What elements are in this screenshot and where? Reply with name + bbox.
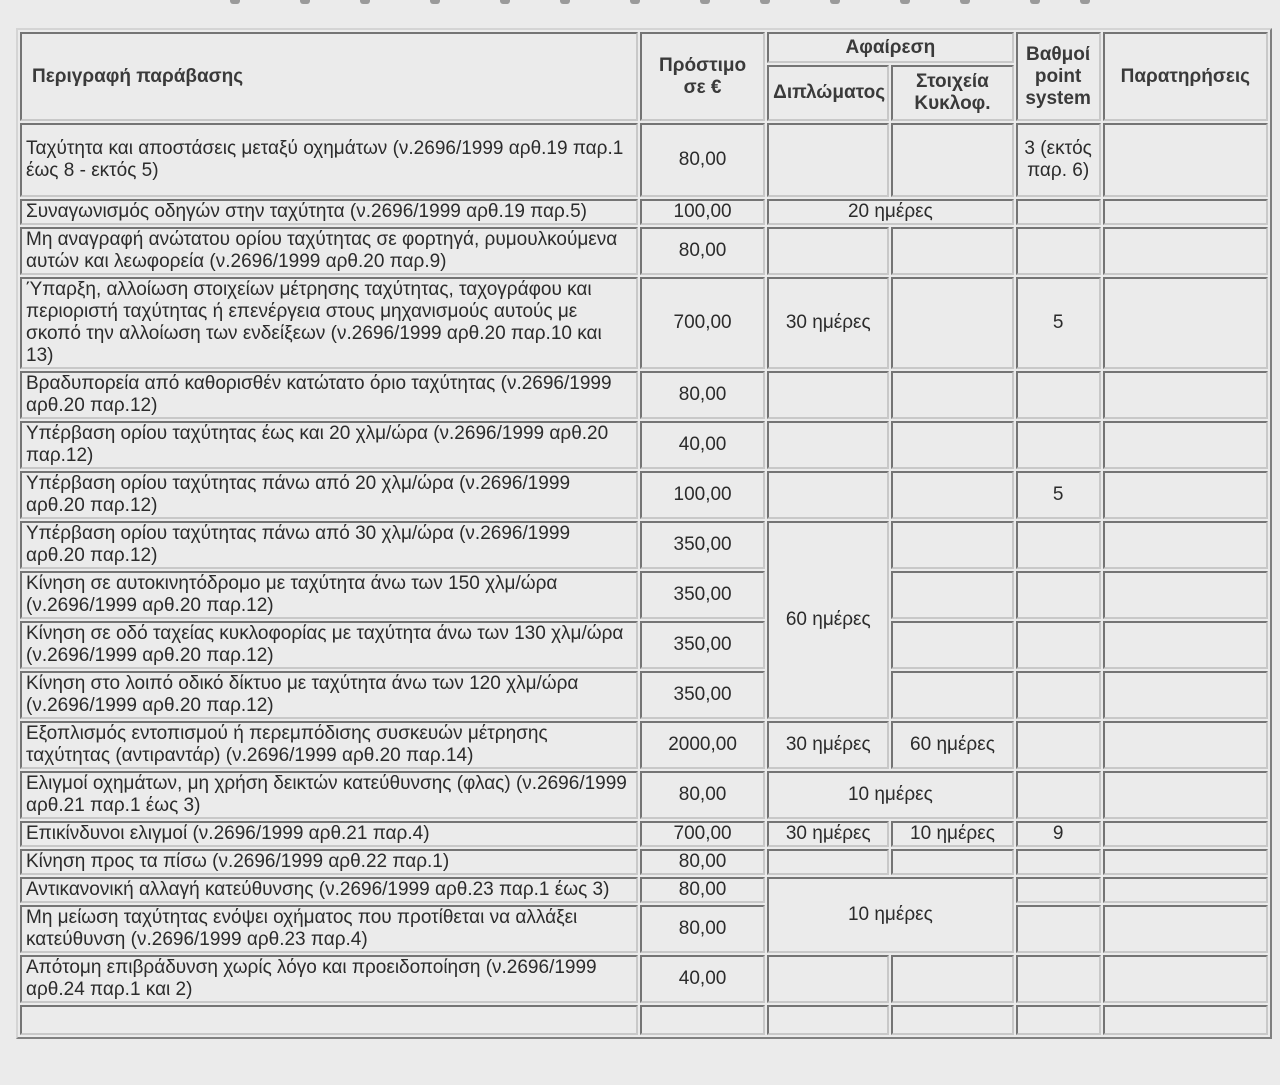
fine-amount: 350,00 bbox=[640, 621, 765, 669]
violation-description: Ελιγμοί οχημάτων, μη χρήση δεικτών κατεύθυνσης (φλας) (ν.2696/1999 αρθ.21 παρ.1 έως 3) bbox=[20, 771, 638, 819]
table-row bbox=[20, 905, 1268, 953]
points bbox=[1016, 771, 1101, 819]
header-notes: Παρατηρήσεις bbox=[1103, 32, 1268, 121]
notes bbox=[1103, 521, 1268, 569]
violation-description: Υπέρβαση ορίου ταχύτητας πάνω από 30 χλμ/ώρα (ν.2696/1999 αρθ.20 παρ.12) bbox=[20, 521, 638, 569]
fine-amount: 100,00 bbox=[640, 199, 765, 225]
notes bbox=[1103, 371, 1268, 419]
fine-amount: 700,00 bbox=[640, 821, 765, 847]
notes bbox=[1103, 421, 1268, 469]
fine-amount: 350,00 bbox=[640, 571, 765, 619]
notes bbox=[1103, 621, 1268, 669]
points bbox=[1016, 421, 1101, 469]
points bbox=[1016, 199, 1101, 225]
license-removal bbox=[767, 371, 889, 419]
points bbox=[1016, 849, 1101, 875]
table-row bbox=[20, 721, 1268, 769]
fine-amount: 80,00 bbox=[640, 771, 765, 819]
points bbox=[1016, 571, 1101, 619]
table-row bbox=[20, 771, 1268, 819]
violation-description: Κίνηση προς τα πίσω (ν.2696/1999 αρθ.22 παρ.1) bbox=[20, 849, 638, 875]
points bbox=[1016, 955, 1101, 1003]
header-license: Διπλώματος bbox=[767, 65, 889, 121]
points bbox=[1016, 905, 1101, 953]
violation-description: Ταχύτητα και αποστάσεις μεταξύ οχημάτων (ν.2696/1999 αρθ.19 παρ.1 έως 8 - εκτός 5) bbox=[20, 123, 638, 197]
violation-description: Βραδυπορεία από καθορισθέν κατώτατο όριο ταχύτητας (ν.2696/1999 αρθ.20 παρ.12) bbox=[20, 371, 638, 419]
license-removal bbox=[767, 421, 889, 469]
notes bbox=[1103, 771, 1268, 819]
table-row bbox=[20, 471, 1268, 519]
fine-amount: 2000,00 bbox=[640, 721, 765, 769]
table-row bbox=[20, 371, 1268, 419]
notes bbox=[1103, 955, 1268, 1003]
removal-both: 10 ημέρες bbox=[767, 877, 1013, 953]
points: 3 (εκτός παρ. 6) bbox=[1016, 123, 1101, 197]
violation-description: Επικίνδυνοι ελιγμοί (ν.2696/1999 αρθ.21 παρ.4) bbox=[20, 821, 638, 847]
notes bbox=[1103, 1005, 1268, 1035]
plates-removal bbox=[891, 123, 1013, 197]
license-removal: 30 ημέρες bbox=[767, 277, 889, 369]
fine-amount: 80,00 bbox=[640, 227, 765, 275]
violation-description: Υπέρβαση ορίου ταχύτητας πάνω από 20 χλμ/ώρα (ν.2696/1999 αρθ.20 παρ.12) bbox=[20, 471, 638, 519]
header-plates: Στοιχεία Κυκλοφ. bbox=[891, 65, 1013, 121]
table-row bbox=[20, 123, 1268, 197]
notes bbox=[1103, 571, 1268, 619]
plates-removal: 10 ημέρες bbox=[891, 821, 1013, 847]
table-row bbox=[20, 277, 1268, 369]
table-row bbox=[20, 821, 1268, 847]
violation-description: Αντικανονική αλλαγή κατεύθυνσης (ν.2696/1999 αρθ.23 παρ.1 έως 3) bbox=[20, 877, 638, 903]
notes bbox=[1103, 199, 1268, 225]
header-fine: Πρόστιμο σε € bbox=[640, 32, 765, 121]
points bbox=[1016, 671, 1101, 719]
plates-removal bbox=[891, 1005, 1013, 1035]
points: 5 bbox=[1016, 471, 1101, 519]
points bbox=[1016, 371, 1101, 419]
violation-description: Εξοπλισμός εντοπισμού ή περεμπόδισης συσκευών μέτρησης ταχύτητας (αντιραντάρ) (ν.2696/1999 αρθ.20 παρ.14) bbox=[20, 721, 638, 769]
violation-description: Μη αναγραφή ανώτατου ορίου ταχύτητας σε φορτηγά, ρυμουλκούμενα αυτών και λεωφορεία (ν.2696/1999 αρθ.20 παρ.9) bbox=[20, 227, 638, 275]
points bbox=[1016, 227, 1101, 275]
plates-removal bbox=[891, 849, 1013, 875]
fine-amount: 350,00 bbox=[640, 671, 765, 719]
points: 9 bbox=[1016, 821, 1101, 847]
license-removal bbox=[767, 227, 889, 275]
notes bbox=[1103, 471, 1268, 519]
fine-amount bbox=[640, 1005, 765, 1035]
license-removal bbox=[767, 1005, 889, 1035]
fine-amount: 80,00 bbox=[640, 849, 765, 875]
notes bbox=[1103, 277, 1268, 369]
plates-removal bbox=[891, 471, 1013, 519]
fine-amount: 80,00 bbox=[640, 877, 765, 903]
points bbox=[1016, 621, 1101, 669]
table-row bbox=[20, 621, 1268, 669]
table-row bbox=[20, 955, 1268, 1003]
violation-description: Κίνηση στο λοιπό οδικό δίκτυο με ταχύτητα άνω των 120 χλμ/ώρα (ν.2696/1999 αρθ.20 παρ.12) bbox=[20, 671, 638, 719]
fine-amount: 100,00 bbox=[640, 471, 765, 519]
notes bbox=[1103, 877, 1268, 903]
points: 5 bbox=[1016, 277, 1101, 369]
points bbox=[1016, 721, 1101, 769]
table-row bbox=[20, 421, 1268, 469]
violation-description bbox=[20, 1005, 638, 1035]
table-row bbox=[20, 521, 1268, 569]
license-removal bbox=[767, 123, 889, 197]
notes bbox=[1103, 227, 1268, 275]
notes bbox=[1103, 821, 1268, 847]
violation-description: Υπέρβαση ορίου ταχύτητας έως και 20 χλμ/ώρα (ν.2696/1999 αρθ.20 παρ.12) bbox=[20, 421, 638, 469]
clipped-heading-strip bbox=[0, 0, 1280, 8]
plates-removal bbox=[891, 277, 1013, 369]
points bbox=[1016, 877, 1101, 903]
notes bbox=[1103, 849, 1268, 875]
table-row bbox=[20, 199, 1268, 225]
header-removal: Αφαίρεση bbox=[767, 32, 1013, 63]
table-row bbox=[20, 849, 1268, 875]
plates-removal bbox=[891, 955, 1013, 1003]
license-removal: 30 ημέρες bbox=[767, 821, 889, 847]
table-row bbox=[20, 227, 1268, 275]
points bbox=[1016, 521, 1101, 569]
plates-removal bbox=[891, 371, 1013, 419]
violation-description: Κίνηση σε αυτοκινητόδρομο με ταχύτητα άνω των 150 χλμ/ώρα (ν.2696/1999 αρθ.20 παρ.12) bbox=[20, 571, 638, 619]
violation-description: Απότομη επιβράδυνση χωρίς λόγο και προειδοποίηση (ν.2696/1999 αρθ.24 παρ.1 και 2) bbox=[20, 955, 638, 1003]
plates-removal: 60 ημέρες bbox=[891, 721, 1013, 769]
fine-amount: 40,00 bbox=[640, 421, 765, 469]
plates-removal bbox=[891, 621, 1013, 669]
table-row bbox=[20, 671, 1268, 719]
fine-amount: 40,00 bbox=[640, 955, 765, 1003]
fine-amount: 700,00 bbox=[640, 277, 765, 369]
header-description: Περιγραφή παράβασης bbox=[20, 32, 638, 121]
violation-description: Κίνηση σε οδό ταχείας κυκλοφορίας με ταχύτητα άνω των 130 χλμ/ώρα (ν.2696/1999 αρθ.20 παρ.12) bbox=[20, 621, 638, 669]
fine-amount: 80,00 bbox=[640, 371, 765, 419]
fine-amount: 80,00 bbox=[640, 123, 765, 197]
notes bbox=[1103, 123, 1268, 197]
removal-both: 20 ημέρες bbox=[767, 199, 1013, 225]
license-removal: 60 ημέρες bbox=[767, 521, 889, 719]
notes bbox=[1103, 671, 1268, 719]
header-points: Βαθμοί point system bbox=[1016, 32, 1101, 121]
plates-removal bbox=[891, 421, 1013, 469]
notes bbox=[1103, 721, 1268, 769]
notes bbox=[1103, 905, 1268, 953]
license-removal bbox=[767, 955, 889, 1003]
violation-description: Μη μείωση ταχύτητας ενόψει οχήματος που προτίθεται να αλλάξει κατεύθυνση (ν.2696/1999 αρθ.23 παρ.4) bbox=[20, 905, 638, 953]
table-row bbox=[20, 571, 1268, 619]
fine-amount: 80,00 bbox=[640, 905, 765, 953]
license-removal: 30 ημέρες bbox=[767, 721, 889, 769]
plates-removal bbox=[891, 571, 1013, 619]
removal-both: 10 ημέρες bbox=[767, 771, 1013, 819]
license-removal bbox=[767, 849, 889, 875]
plates-removal bbox=[891, 521, 1013, 569]
table-row bbox=[20, 877, 1268, 903]
fine-amount: 350,00 bbox=[640, 521, 765, 569]
violation-description: Συναγωνισμός οδηγών στην ταχύτητα (ν.2696/1999 αρθ.19 παρ.5) bbox=[20, 199, 638, 225]
plates-removal bbox=[891, 671, 1013, 719]
plates-removal bbox=[891, 227, 1013, 275]
violations-table bbox=[16, 28, 1272, 1039]
points bbox=[1016, 1005, 1101, 1035]
table-row bbox=[20, 1005, 1268, 1035]
violation-description: Ύπαρξη, αλλοίωση στοιχείων μέτρησης ταχύτητας, ταχογράφου και περιοριστή ταχύτητας ή επενέργεια στους μηχανισμούς αυτούς με σκοπό την αλλοίωση των ενδείξεων (ν.2696/1999 αρθ.20 παρ.10 και 13) bbox=[20, 277, 638, 369]
license-removal bbox=[767, 471, 889, 519]
